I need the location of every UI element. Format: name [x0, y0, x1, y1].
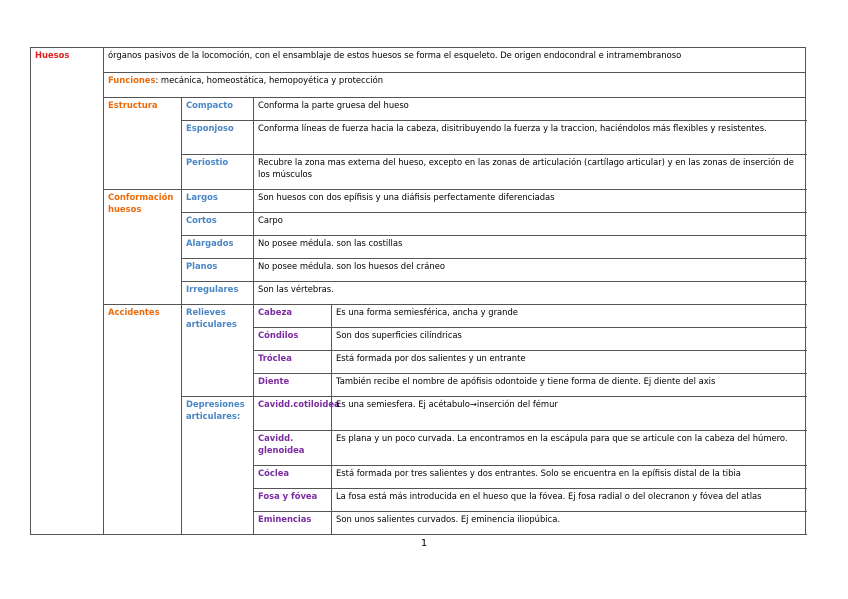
conformacion-item-name: Cortos [182, 213, 254, 236]
conformacion-item-desc: Carpo [254, 213, 806, 236]
depresion-item-name: Cóclea [254, 466, 332, 489]
conformacion-item-desc: Son las vértebras. [254, 282, 806, 305]
relieves-label: Relieves articulares [182, 305, 254, 397]
estructura-row [31, 98, 806, 121]
relieve-item-name: Cabeza [254, 305, 332, 328]
depresion-item-desc: La fosa está más introducida en el hueso que la fóvea. Ej fosa radial o del olecranon y fóvea del atlas [332, 489, 806, 512]
depresion-item-desc: Está formada por tres salientes y dos entrantes. Solo se encuentra en la epífisis distal de la tibia [332, 466, 806, 489]
page-number: 1 [420, 538, 428, 549]
relieve-item-name: Cóndilos [254, 328, 332, 351]
accidentes-row [31, 305, 806, 328]
eminencias-name: Eminencias [254, 512, 332, 535]
funciones-label: Funciones [108, 75, 156, 85]
intro-text: órganos pasivos de la locomoción, con el ensamblaje de estos huesos se forma el esqueleto. De origen endocondral e intramembranoso [104, 48, 806, 73]
relieve-item-name: Tróclea [254, 351, 332, 374]
funciones-row [31, 73, 806, 98]
conformacion-label: Conformación huesos [104, 190, 182, 305]
accidentes-label: Accidentes [104, 305, 182, 535]
intro-row [31, 48, 806, 73]
conformacion-item-name: Alargados [182, 236, 254, 259]
estructura-item-desc: Conforma la parte gruesa del hueso [254, 98, 806, 121]
conformacion-row [31, 190, 806, 213]
estructura-item-name: Esponjoso [182, 121, 254, 155]
relieve-item-desc: Es una forma semiesférica, ancha y grande [332, 305, 806, 328]
relieve-item-desc: También recibe el nombre de apófisis odontoide y tiene forma de diente. Ej diente del axis [332, 374, 806, 397]
main-label: Huesos [31, 48, 104, 535]
conformacion-item-desc: No posee médula. son las costillas [254, 236, 806, 259]
depresion-item-name: Cavidd.cotiloidea [254, 397, 332, 431]
depresion-item-name: Fosa y fóvea [254, 489, 332, 512]
depresiones-label: Depresiones articulares: [182, 397, 254, 535]
relieve-item-desc: Está formada por dos salientes y un entrante [332, 351, 806, 374]
conformacion-item-desc: Son huesos con dos epífisis y una diáfisis perfectamente diferenciadas [254, 190, 806, 213]
eminencias-desc: Son unos salientes curvados. Ej eminencia iliopúbica. [332, 512, 806, 535]
estructura-item-desc: Conforma líneas de fuerza hacia la cabeza, disitribuyendo la fuerza y la traccion, haciéndolos más flexibles y resistentes. [254, 121, 806, 155]
funciones-cell [104, 73, 806, 98]
conformacion-item-desc: No posee médula. son los huesos del cráneo [254, 259, 806, 282]
estructura-label: Estructura [104, 98, 182, 190]
depresion-item-desc: Es plana y un poco curvada. La encontramos en la escápula para que se articule con la cabeza del húmero. [332, 431, 806, 466]
relieve-item-name: Diente [254, 374, 332, 397]
relieve-item-desc: Son dos superficies cilíndricas [332, 328, 806, 351]
conformacion-item-name: Irregulares [182, 282, 254, 305]
conformacion-item-name: Largos [182, 190, 254, 213]
estructura-item-desc: Recubre la zona mas externa del hueso, excepto en las zonas de articulación (cartílago articular) y en las zonas de inserción de los músculos [254, 155, 806, 190]
depresion-item-desc: Es una semiesfera. Ej acétabulo→inserción del fémur [332, 397, 806, 431]
depresion-item-name: Cavidd. glenoidea [254, 431, 332, 466]
conformacion-item-name: Planos [182, 259, 254, 282]
funciones-text: : mecánica, homeostática, hemopoyética y protección [155, 75, 384, 85]
estructura-item-name: Compacto [182, 98, 254, 121]
estructura-item-name: Periostio [182, 155, 254, 190]
huesos-table [30, 47, 806, 535]
